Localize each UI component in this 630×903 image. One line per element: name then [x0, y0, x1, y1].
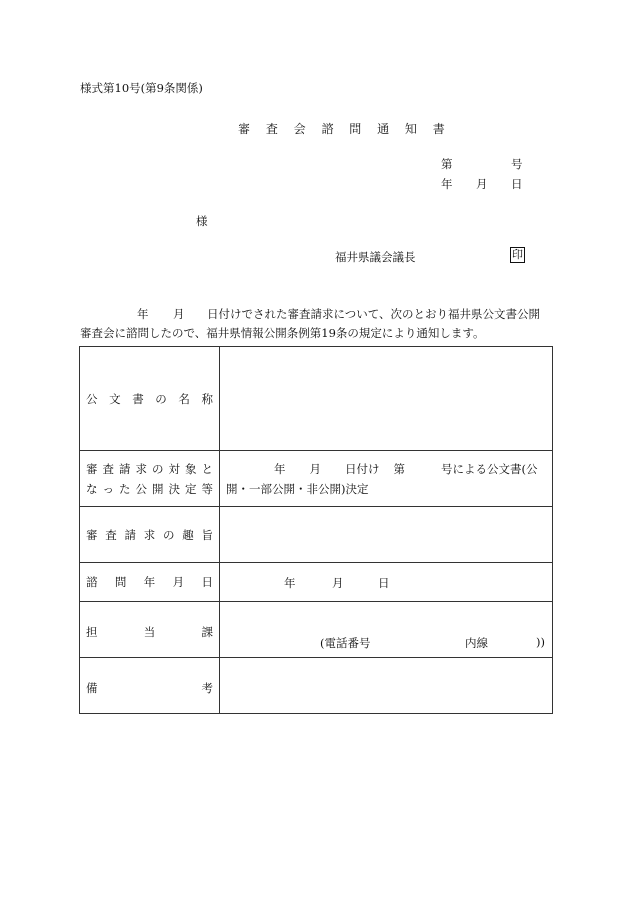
addressee-suffix: 様 [196, 214, 208, 228]
dept-label: 担 当 課 [80, 602, 220, 658]
date-day-label: 日 [511, 177, 523, 191]
table-row [80, 658, 553, 714]
table-row [80, 451, 553, 507]
table-row [80, 602, 553, 658]
dept-field[interactable] [220, 602, 553, 658]
inquiry-date-label: 諮 問 年 月 日 [80, 563, 220, 602]
body-year: 年 [137, 307, 149, 321]
phone-label: (電話番号 [320, 636, 371, 650]
target-decision-line2: 開・一部公開・非公開)決定 [226, 481, 369, 496]
document-title: 審 査 会 諮 問 通 知 書 [238, 122, 451, 136]
inquiry-month: 月 [332, 576, 344, 590]
target-year: 年 [274, 461, 286, 476]
target-month: 月 [309, 461, 321, 476]
purpose-label: 審 査 請 求 の 趣 旨 [80, 507, 220, 563]
doc-name-field[interactable] [220, 347, 553, 451]
notice-form-table [79, 346, 553, 714]
target-day: 日付け [345, 461, 380, 476]
target-decision-label: 審 査 請 求 の 対 象 と な っ た 公 開 決 定 等 [80, 451, 220, 507]
target-dai: 第 [393, 461, 405, 476]
purpose-field[interactable] [220, 507, 553, 563]
date-year-label: 年 [441, 177, 453, 191]
body-month: 月 [173, 307, 185, 321]
table-row [80, 507, 553, 563]
body-text-line2: 審査会に諮問したので、福井県情報公開条例第19条の規定により通知します。 [80, 326, 485, 340]
inquiry-day: 日 [378, 576, 390, 590]
remarks-label: 備 考 [80, 658, 220, 714]
body-text-line1: 日付けでされた審査請求について、次のとおり福井県公文書公開 [207, 307, 541, 321]
target-decision-field[interactable] [220, 451, 553, 507]
phone-close: )) [536, 635, 545, 649]
sender-name: 福井県議会議長 [335, 250, 416, 264]
remarks-field[interactable] [220, 658, 553, 714]
seal-mark: 印 [512, 248, 523, 261]
extension-label: 内線 [465, 636, 488, 650]
date-month-label: 月 [476, 177, 488, 191]
inquiry-year: 年 [284, 576, 296, 590]
table-row [80, 347, 553, 451]
doc-name-label: 公 文 書 の 名 称 [80, 347, 220, 451]
inquiry-date-field[interactable] [220, 563, 553, 602]
form-number: 様式第10号(第9条関係) [80, 81, 203, 95]
doc-number-prefix: 第 [441, 157, 453, 171]
table-row [80, 563, 553, 602]
target-go: 号による公文書(公 [441, 461, 538, 476]
doc-number-suffix: 号 [511, 157, 523, 171]
